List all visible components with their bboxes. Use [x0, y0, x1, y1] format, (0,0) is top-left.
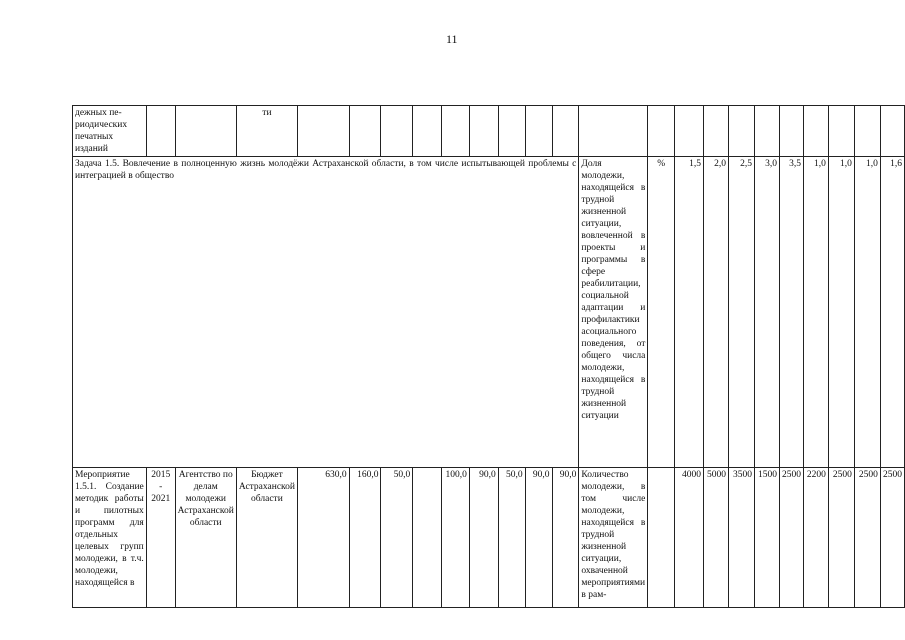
measure-value-3: 3500	[729, 468, 755, 608]
measure-finance-total: 630,0	[298, 468, 350, 608]
measure-finance-2020: 90,0	[525, 468, 552, 608]
task-title: Задача 1.5. Вовлечение в полноценную жизнь молодёжи Астраханской области, в том числе испытывающей проблемы с интеграцией в общество	[73, 157, 579, 468]
task-value-3: 2,5	[729, 157, 755, 468]
executor-cell: ти	[236, 106, 297, 157]
table-row-measure	[73, 468, 905, 608]
measure-name: Мероприятие 1.5.1. Создание методик работы и пилотных программ для отдельных целевых групп молодежи, в т.ч. молодежи, находящейся в	[73, 468, 147, 608]
task-unit: %	[648, 157, 675, 468]
measure-value-2: 5000	[704, 468, 729, 608]
measure-value-6: 2200	[803, 468, 828, 608]
table-row-task	[73, 157, 905, 468]
measure-name-cell: дежных пе- риодических печатных изданий	[73, 106, 147, 157]
page-number: 11	[446, 32, 458, 46]
measure-finance-2015: 160,0	[349, 468, 381, 608]
task-value-7: 1,0	[828, 157, 854, 468]
measure-unit	[648, 468, 675, 608]
measure-source: Бюджет Астраханской области	[236, 468, 297, 608]
table-row-top	[73, 106, 905, 157]
task-value-5: 3,5	[779, 157, 803, 468]
measure-finance-2018: 90,0	[469, 468, 498, 608]
measure-value-7: 2500	[828, 468, 854, 608]
measure-finance-2019: 50,0	[498, 468, 525, 608]
measure-value-4: 1500	[754, 468, 779, 608]
task-value-2: 2,0	[704, 157, 729, 468]
task-value-6: 1,0	[803, 157, 828, 468]
measure-executor: Агентство по делам молодежи Астраханской области	[175, 468, 236, 608]
measure-value-5: 2500	[779, 468, 803, 608]
measure-value-1: 4000	[675, 468, 704, 608]
measure-period: 2015 - 2021	[146, 468, 175, 608]
program-table	[72, 105, 905, 608]
task-value-9: 1,6	[880, 157, 904, 468]
measure-indicator: Количество молодежи, в том числе молодежи, находящейся в трудной жизненной ситуации, охваченной мероприятиями в рам-	[579, 468, 648, 608]
measure-finance-2016: 50,0	[381, 468, 413, 608]
task-value-8: 1,0	[854, 157, 880, 468]
measure-value-9: 2500	[880, 468, 904, 608]
task-value-4: 3,0	[754, 157, 779, 468]
task-indicator: Доля молодежи, находящейся в трудной жизненной ситуации, вовлеченной в проекты и программы в сфере реабилитации, социальной адаптации и профилактики асоциального поведения, от общего числа молодежи, находящейся в трудной жизненной ситуации	[579, 157, 648, 468]
measure-value-8: 2500	[854, 468, 880, 608]
task-value-1: 1,5	[675, 157, 704, 468]
measure-finance-2021: 90,0	[552, 468, 579, 608]
measure-finance-2017: 100,0	[441, 468, 469, 608]
